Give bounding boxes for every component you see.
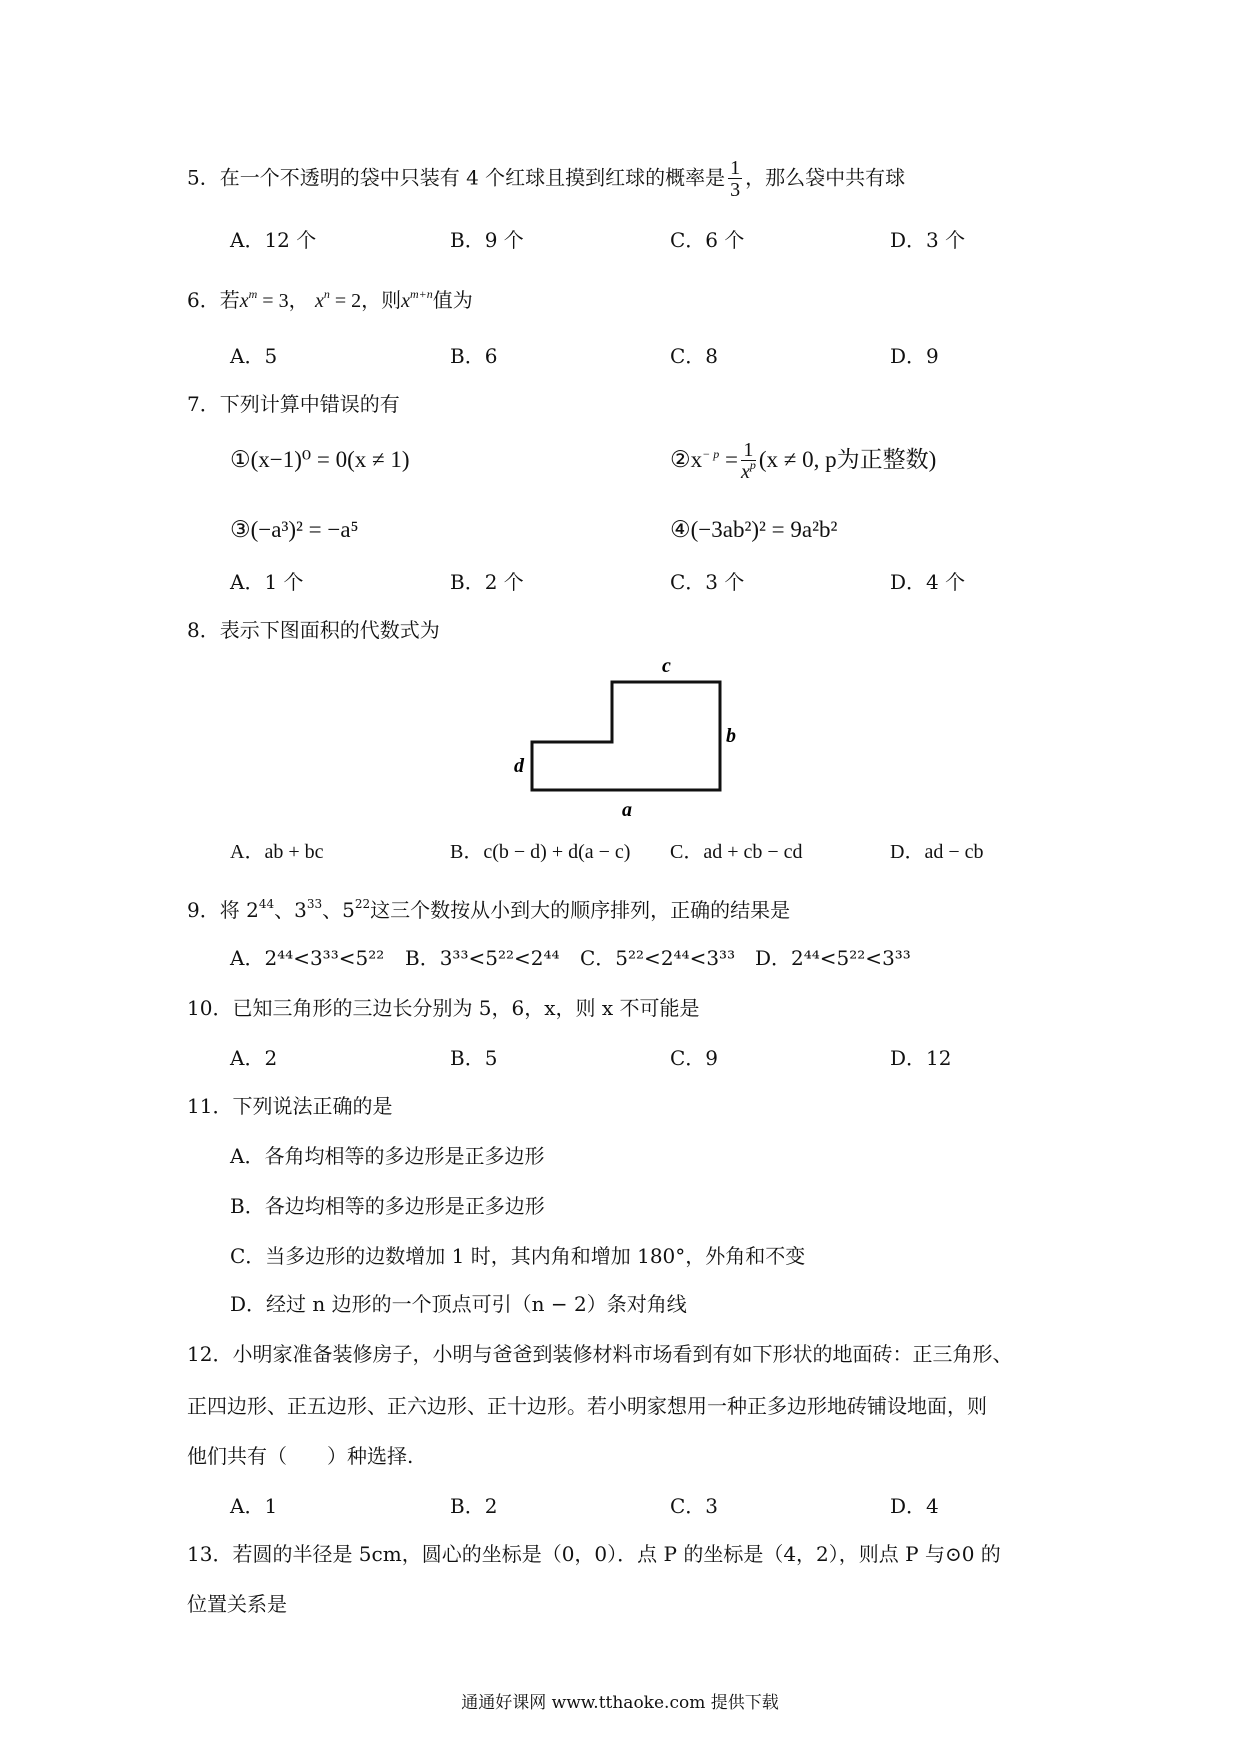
q10-option-c: C．9 (670, 1046, 719, 1070)
q8-stem: 8．表示下图面积的代数式为 (187, 618, 440, 642)
q5-option-d: D．3 个 (890, 228, 966, 252)
q9-option-c: C．5²²<2⁴⁴<3³³ (580, 946, 736, 970)
q13-line-2: 位置关系是 (187, 1592, 287, 1616)
q8-option-b: B．c(b − d) + d(a − c) (450, 841, 631, 863)
q8-label-a: a (622, 799, 632, 821)
q12-line-1: 12．小明家准备装修房子，小明与爸爸到装修材料市场看到有如下形状的地面砖：正三角形、 (187, 1342, 1013, 1366)
q6-option-d: D．9 (890, 344, 939, 368)
q11-option-a: A．各角均相等的多边形是正多边形 (230, 1144, 545, 1168)
q5-stem (187, 158, 905, 200)
q8-figure (514, 650, 760, 821)
q8-option-a: A．ab + bc (230, 841, 324, 863)
q6-stem: 6．若$x^m = 3$， $x^n = 2$，则$x^{m+n}$值为 (187, 287, 473, 312)
q8-label-c: c (662, 655, 671, 677)
q11-stem: 11．下列说法正确的是 (187, 1094, 393, 1118)
q6-option-b: B．6 (450, 344, 498, 368)
q12-option-c: C．3 (670, 1494, 719, 1518)
q9-option-a: A．2⁴⁴<3³³<5²² (230, 946, 385, 970)
q10-option-d: D．12 (890, 1046, 952, 1070)
q7-option-c: C．3 个 (670, 570, 745, 594)
q11-option-b: B．各边均相等的多边形是正多边形 (230, 1194, 545, 1218)
q8-option-c: C．ad + cb − cd (670, 841, 803, 863)
q8-label-d: d (514, 755, 524, 777)
q12-option-a: A．1 (230, 1494, 278, 1518)
q9-stem: 9．将 $2^{44}$、$3^{33}$、$5^{22}$这三个数按从小到大的顺序排列，正确的结果是 (187, 897, 791, 922)
q5-option-b: B．9 个 (450, 228, 524, 252)
q7-expr-3: ③(−a³)² = −a⁵ (230, 517, 359, 542)
q7-expr-1: ①(x−1)⁰ = 0(x ≠ 1) (230, 447, 410, 472)
q6-option-c: C．8 (670, 344, 719, 368)
q11-option-c: C．当多边形的边数增加 1 时，其内角和增加 180°，外角和不变 (230, 1244, 806, 1268)
page-footer: 通通好课网 www.tthaoke.com 提供下载 (461, 1693, 779, 1713)
q11-option-d: D．经过 n 边形的一个顶点可引（n − 2）条对角线 (230, 1292, 687, 1316)
q7-stem: 7．下列计算中错误的有 (187, 392, 400, 416)
q9-option-d: D．2⁴⁴<5²²<3³³ (755, 946, 911, 970)
q7-expr-2: $②x^{- p}$ = $\frac{1}{x^p}$ (x ≠ 0, p为正整数) (670, 439, 937, 483)
q13-line-1: 13．若圆的半径是 5cm，圆心的坐标是（0，0）．点 P 的坐标是（4，2），则点 P 与⊙0 的 (187, 1542, 1001, 1566)
q12-line-3: 他们共有（ ）种选择. (187, 1444, 414, 1468)
q12-option-d: D．4 (890, 1494, 939, 1518)
q8-label-b: b (726, 725, 736, 747)
q8-shape-outline (532, 682, 720, 790)
q5-option-c: C．6 个 (670, 228, 745, 252)
q5-stem-tail: ，那么袋中共有球 (745, 165, 906, 190)
q6-option-a: A．5 (230, 344, 278, 368)
q5-stem-text: 5．在一个不透明的袋中只装有 4 个红球且摸到红球的概率是 (187, 165, 726, 190)
q12-line-2: 正四边形、正五边形、正六边形、正十边形。若小明家想用一种正多边形地砖铺设地面，则 (187, 1394, 987, 1418)
q9-option-b: B．3³³<5²²<2⁴⁴ (405, 946, 560, 970)
q12-option-b: B．2 (450, 1494, 498, 1518)
q10-option-a: A．2 (230, 1046, 278, 1070)
q7-expr-4: ④(−3ab²)² = 9a²b² (670, 517, 838, 542)
q5-option-a: A．12 个 (230, 228, 317, 252)
q5-fraction: $\frac{1}{3}$ (730, 157, 741, 201)
q10-stem: 10．已知三角形的三边长分别为 5，6，x，则 x 不可能是 (187, 996, 700, 1020)
q7-option-b: B．2 个 (450, 570, 524, 594)
q7-expr-2-fraction: $\frac{1}{x^p}$ (740, 439, 756, 483)
q8-option-d: D．ad − cb (890, 841, 984, 863)
q10-option-b: B．5 (450, 1046, 498, 1070)
q7-option-a: A．1 个 (230, 570, 304, 594)
q7-option-d: D．4 个 (890, 570, 966, 594)
